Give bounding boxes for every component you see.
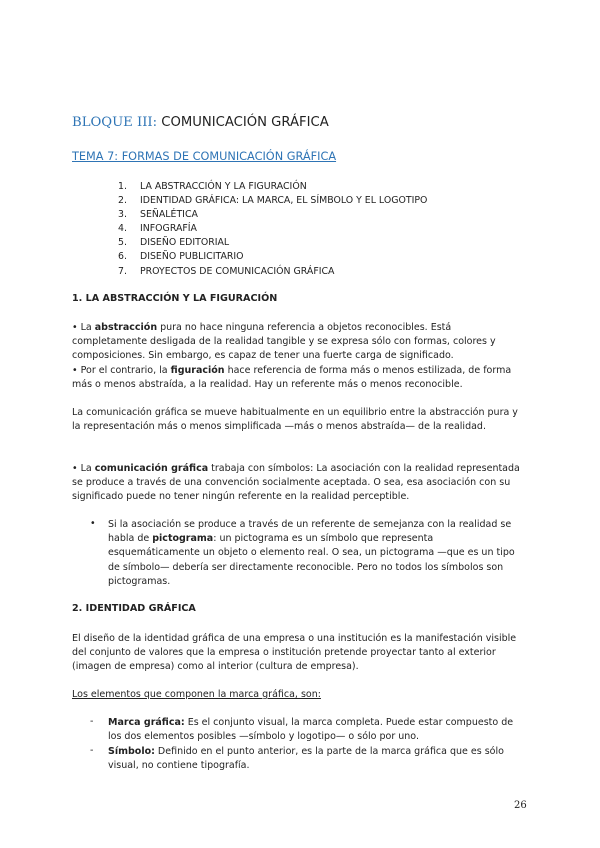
pictogram-bullet — [108, 518, 518, 589]
elements-intro: Los elementos que componen la marca gráfica, son: — [72, 689, 321, 700]
toc-label: LA ABSTRACCIÓN Y LA FIGURACIÓN — [140, 181, 307, 192]
section-1-heading: 1. LA ABSTRACCIÓN Y LA FIGURACIÓN — [72, 293, 278, 304]
table-of-contents — [118, 180, 427, 279]
toc-number: 5. — [118, 237, 127, 249]
paragraph-text: El diseño de la identidad gráfica de una empresa o una institución es la manifestación visible del conjunto de valores que la empresa o institución pretende proyectar tanto al exterior (imagen de empresa) como al interior (cultura de empresa). — [72, 633, 517, 673]
paragraph-text: La comunicación gráfica se mueve habitualmente en un equilibrio entre la abstracción pura y la representación más o menos simplificada —más o menos abstraída— de la realidad. — [72, 407, 518, 433]
bloque-heading — [72, 115, 329, 130]
toc-item — [118, 180, 427, 194]
tema-heading: TEMA 7: FORMAS DE COMUNICACIÓN GRÁFICA — [72, 150, 337, 163]
paragraph-text: Definido en el punto anterior, es la parte de la marca gráfica que es sólo visual, no contiene tipografía. — [108, 746, 504, 772]
page-number: 26 — [514, 800, 527, 811]
paragraph-text: pura no hace ninguna referencia a objetos reconocibles. Está completamente desligada de la realidad tangible y se expresa sólo con formas, colores y composiciones. Sin embargo, es capaz de tener una fuerte carga de significado. — [72, 322, 496, 362]
section-2-heading: 2. IDENTIDAD GRÁFICA — [72, 603, 196, 614]
item-simbolo — [108, 745, 518, 773]
toc-item — [118, 265, 427, 279]
toc-number: 3. — [118, 209, 127, 221]
bloque-label: BLOQUE III: — [72, 115, 158, 130]
toc-label: DISEÑO EDITORIAL — [140, 237, 230, 249]
section-1-equilibrium-para — [72, 406, 524, 434]
term-simbolo: Símbolo: — [108, 746, 155, 757]
toc-item — [118, 236, 427, 250]
term-abstraccion: abstracción — [94, 322, 158, 333]
paragraph-text: hace referencia de forma más o menos estilizada, de forma más o menos abstraída, a la realidad. Hay un referente más o menos reconocible. — [72, 364, 512, 390]
toc-label: DISEÑO PUBLICITARIO — [140, 251, 244, 263]
paragraph-text: Es el conjunto visual, la marca completa. Puede estar compuesto de los dos elementos posibles —símbolo y logotipo— o sólo por uno. — [108, 717, 514, 743]
toc-number: 4. — [118, 223, 127, 235]
paragraph-text: Si la asociación se produce a través de un referente de semejanza con la realidad se habla de — [108, 519, 512, 545]
term-marca-grafica: Marca gráfica: — [108, 717, 185, 728]
paragraph — [72, 462, 524, 505]
section-1-abstraction-para — [72, 321, 524, 392]
dash-mark: - — [90, 716, 94, 727]
toc-number: 7. — [118, 265, 127, 277]
toc-number: 1. — [118, 181, 127, 192]
toc-number: 6. — [118, 251, 127, 263]
paragraph-text: : un pictograma es un símbolo que representa esquemáticamente un objeto o elemento real. O sea, un pictograma —que es un tipo de símbolo— debería ser directamente reconocible. Pero no todos los símbolos son pictogramas. — [108, 533, 515, 587]
paragraph — [72, 364, 524, 392]
bullet-lead: • Por el contrario, la — [72, 364, 171, 376]
bullet-dot: • — [90, 518, 96, 529]
toc-item — [118, 208, 427, 222]
toc-label: PROYECTOS DE COMUNICACIÓN GRÁFICA — [140, 265, 335, 277]
term-pictograma: pictograma — [152, 533, 214, 545]
item-marca-grafica — [108, 716, 518, 744]
section-2-identity-para — [72, 632, 524, 675]
toc-label: INFOGRAFÍA — [140, 223, 197, 235]
term-comunicacion-grafica: comunicación gráfica — [94, 463, 209, 474]
toc-label: IDENTIDAD GRÁFICA: LA MARCA, EL SÍMBOLO Y EL LOGOTIPO — [140, 195, 428, 207]
paragraph — [72, 321, 524, 364]
paragraph-text: trabaja con símbolos: La asociación con la realidad representada se produce a través de una convención socialmente aceptada. O sea, esa asociación con su significado puede no tener ningún referente en la realidad perceptible. — [72, 463, 520, 503]
toc-number: 2. — [118, 195, 127, 207]
toc-item — [118, 194, 427, 208]
bullet-lead: • La — [72, 463, 95, 474]
bullet-lead: • La — [72, 322, 95, 333]
dash-mark: - — [90, 745, 94, 756]
toc-item — [118, 250, 427, 264]
toc-label: SEÑALÉTICA — [140, 209, 198, 221]
toc-item — [118, 222, 427, 236]
bloque-title: COMUNICACIÓN GRÁFICA — [161, 115, 329, 130]
term-figuracion: figuración — [170, 364, 225, 376]
section-1-communication-para — [72, 462, 524, 505]
